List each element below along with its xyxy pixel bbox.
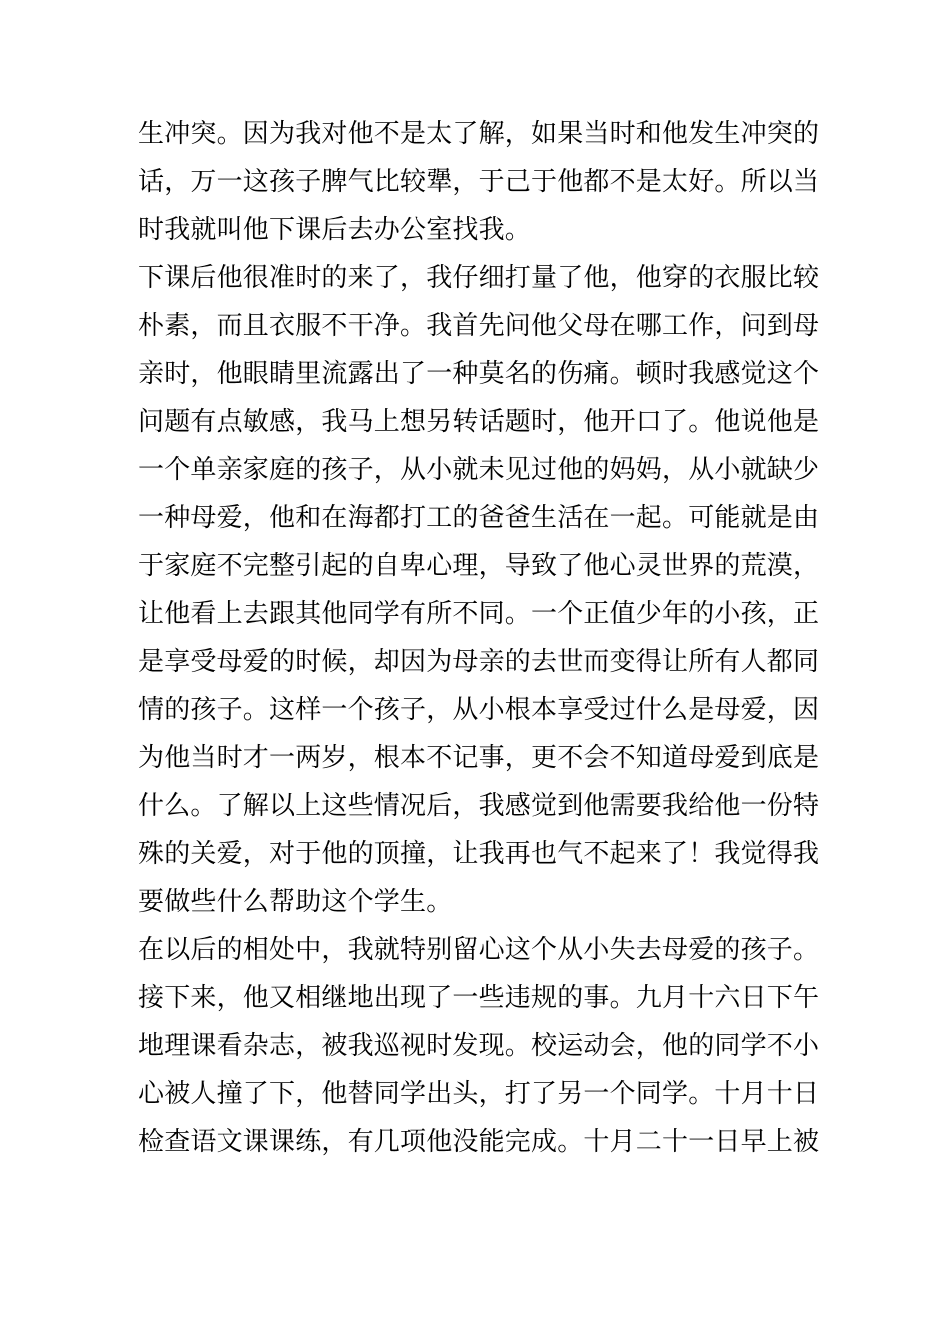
text-line: 一种母爱，他和在海都打工的爸爸生活在一起。可能就是由 bbox=[138, 503, 820, 533]
text-line: 一个单亲家庭的孩子，从小就未见过他的妈妈，从小就缺少 bbox=[138, 455, 820, 485]
text-line: 要做些什么帮助这个学生。 bbox=[138, 887, 453, 917]
text-line: 接下来，他又相继地出现了一些违规的事。九月十六日下午 bbox=[138, 983, 820, 1013]
text-line: 什么。了解以上这些情况后，我感觉到他需要我给他一份特 bbox=[138, 791, 820, 821]
text-line: 朴素，而且衣服不干净。我首先问他父母在哪工作，问到母 bbox=[138, 311, 820, 341]
text-line: 亲时，他眼睛里流露出了一种莫名的伤痛。顿时我感觉这个 bbox=[138, 359, 820, 389]
text-line: 在以后的相处中，我就特别留心这个从小失去母爱的孩子。 bbox=[138, 935, 820, 965]
body-text bbox=[138, 110, 828, 1166]
text-line: 话，万一这孩子脾气比较犟，于己于他都不是太好。所以当 bbox=[138, 167, 820, 197]
text-line: 检查语文课课练，有几项他没能完成。十月二十一日早上被 bbox=[138, 1127, 820, 1157]
text-line: 下课后他很准时的来了，我仔细打量了他，他穿的衣服比较 bbox=[138, 263, 820, 293]
text-line: 让他看上去跟其他同学有所不同。一个正值少年的小孩，正 bbox=[138, 599, 820, 629]
text-line: 地理课看杂志，被我巡视时发现。校运动会，他的同学不小 bbox=[138, 1031, 820, 1061]
text-line: 是享受母爱的时候，却因为母亲的去世而变得让所有人都同 bbox=[138, 647, 820, 677]
text-line: 生冲突。因为我对他不是太了解，如果当时和他发生冲突的 bbox=[138, 119, 820, 149]
text-line: 为他当时才一两岁，根本不记事，更不会不知道母爱到底是 bbox=[138, 743, 820, 773]
text-line: 于家庭不完整引起的自卑心理，导致了他心灵世界的荒漠， bbox=[138, 551, 820, 581]
text-line: 殊的关爱，对于他的顶撞，让我再也气不起来了！我觉得我 bbox=[138, 839, 820, 869]
text-line: 情的孩子。这样一个孩子，从小根本享受过什么是母爱，因 bbox=[138, 695, 820, 725]
text-line: 心被人撞了下，他替同学出头，打了另一个同学。十月十日 bbox=[138, 1079, 820, 1109]
text-line: 问题有点敏感，我马上想另转话题时，他开口了。他说他是 bbox=[138, 407, 820, 437]
text-line: 时我就叫他下课后去办公室找我。 bbox=[138, 215, 532, 245]
